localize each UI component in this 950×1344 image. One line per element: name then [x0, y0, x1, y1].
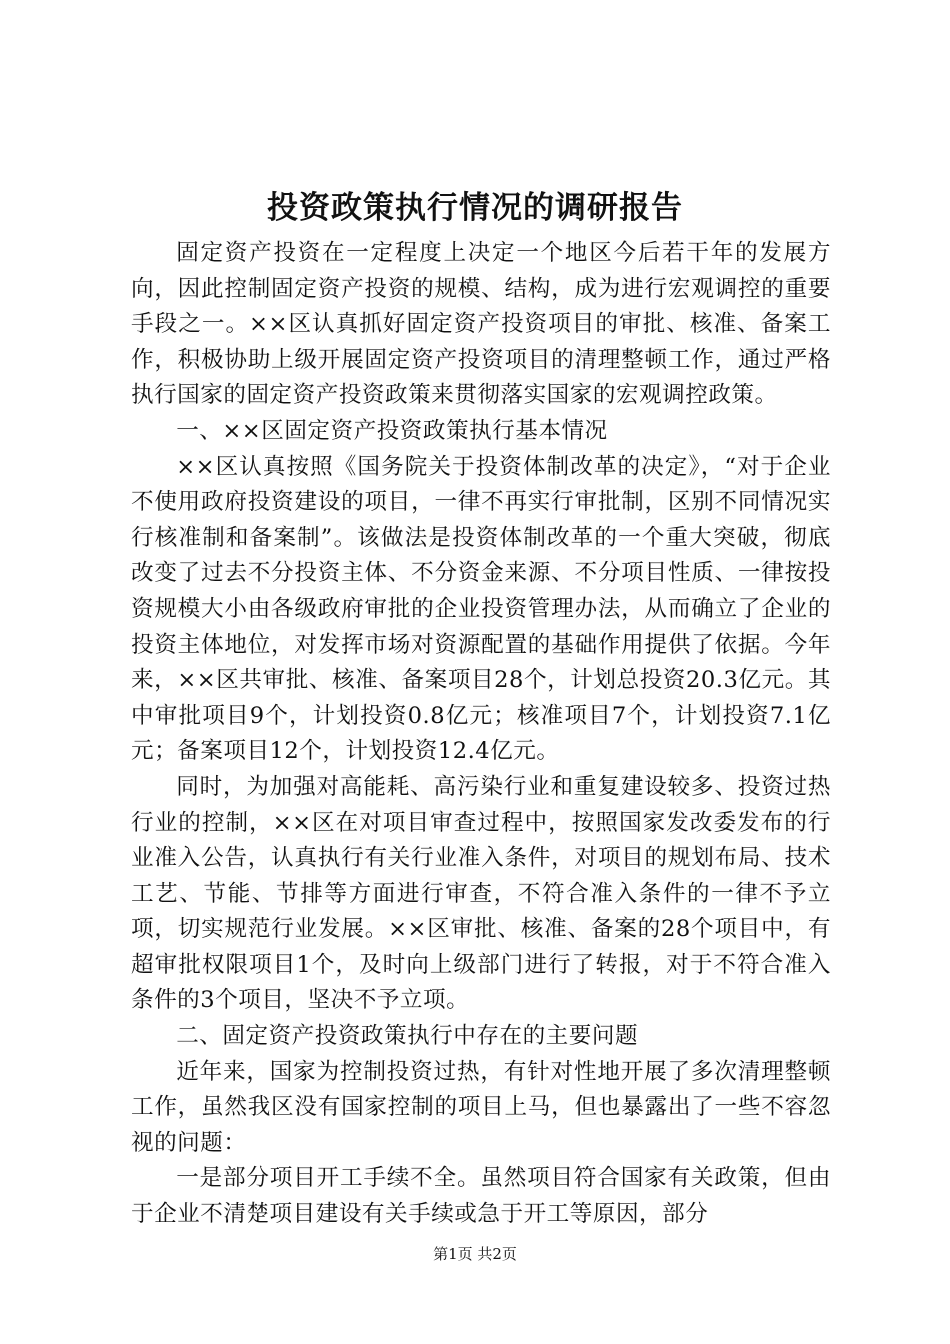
paragraph-industry-control: 同时，为加强对高能耗、高污染行业和重复建设较多、投资过热行业的控制，××区在对项目审查过程中，按照国家发改委发布的行业准入公告，认真执行有关行业准入条件，对项目的规划布局、技术工艺、节能、节排等方面进行审查，不符合准入条件的一律不予立项，切实规范行业发展。××区审批、核准、备案的28个项目中，有超审批权限项目1个，及时向上级部门进行了转报，对于不符合准入条件的3个项目，坚决不予立项。	[131, 773, 831, 1014]
paragraph-problem-1: 一是部分项目开工手续不全。虽然项目符合国家有关政策，但由于企业不清楚项目建设有关手续或急于开工等原因，部分	[131, 1165, 831, 1228]
paragraph-problems-intro: 近年来，国家为控制投资过热，有针对性地开展了多次清理整顿工作，虽然我区没有国家控制的项目上马，但也暴露出了一些不容忽视的问题：	[131, 1058, 831, 1156]
paragraph-intro: 固定资产投资在一定程度上决定一个地区今后若干年的发展方向，因此控制固定资产投资的规模、结构，成为进行宏观调控的重要手段之一。××区认真抓好固定资产投资项目的审批、核准、备案工作，积极协助上级开展固定资产投资项目的清理整顿工作，通过严格执行国家的固定资产投资政策来贯彻落实国家的宏观调控政策。	[131, 240, 831, 409]
document-title: 投资政策执行情况的调研报告	[267, 190, 683, 226]
section-heading-2: 二、固定资产投资政策执行中存在的主要问题	[176, 1023, 639, 1050]
paragraph-basic-situation: ××区认真按照《国务院关于投资体制改革的决定》，“对于企业不使用政府投资建设的项目，一律不再实行审批制，区别不同情况实行核准制和备案制”。该做法是投资体制改革的一个重大突破，彻底改变了过去不分投资主体、不分资金来源、不分项目性质、一律按投资规模大小由各级政府审批的企业投资管理办法，从而确立了企业的投资主体地位，对发挥市场对资源配置的基础作用提供了依据。今年来，××区共审批、核准、备案项目28个，计划总投资20.3亿元。其中审批项目9个，计划投资0.8亿元；核准项目7个，计划投资7.1亿元；备案项目12个，计划投资12.4亿元。	[131, 453, 831, 765]
section-heading-1: 一、××区固定资产投资政策执行基本情况	[176, 417, 608, 444]
document-body	[131, 236, 831, 1233]
page-footer: 第1页 共2页	[433, 1245, 517, 1263]
